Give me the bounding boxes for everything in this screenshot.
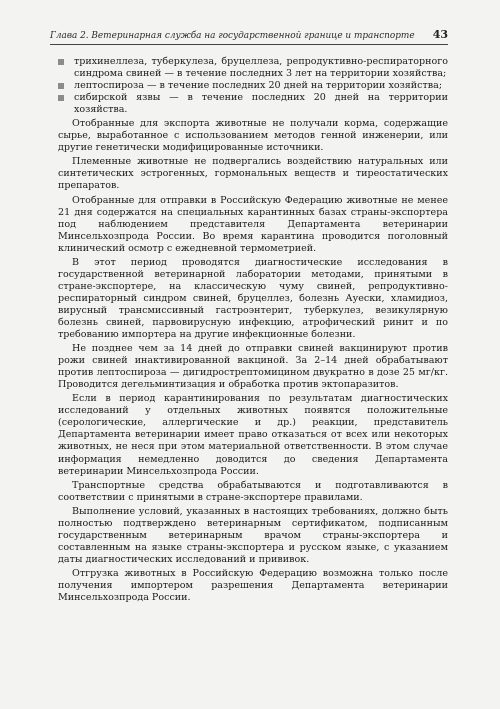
- chapter-title: Глава 2. Ветеринарная служба на государственной границе и транспорте: [50, 31, 415, 41]
- square-bullet-icon: [58, 83, 64, 89]
- paragraph: Транспортные средства обрабатываются и подготавливаются в соответствии с принятыми в стране-экспортере правилами.: [58, 479, 448, 503]
- paragraph: Отгрузка животных в Российскую Федерацию возможна только после получения импортером разрешения Департамента ветеринарии Минсельхозпрода России.: [58, 567, 448, 604]
- paragraph: Отобранные для экспорта животные не получали корма, содержащие сырье, выработанное с использованием методов генной инженерии, или другие генетически модифицированные источники.: [58, 118, 448, 154]
- paragraph: Выполнение условий, указанных в настоящих требованиях, должно быть полностью подтверждено ветеринарным сертификатом, подписанным государственным ветеринарным врачом страны-экспортера и составленным на языке страны-экспортера и русском языке, с указанием даты диагностических исследований и прививок.: [58, 505, 448, 565]
- square-bullet-icon: [58, 59, 64, 65]
- paragraph: Племенные животные не подвергались воздействию натуральных или синтетических эстрогенных, гормональных веществ и тиреостатических препаратов.: [58, 156, 448, 192]
- running-header: [50, 28, 448, 46]
- header-rule: [50, 44, 448, 45]
- bullet-text: трихинеллеза, туберкулеза, бруцеллеза, репродуктивно-респираторного синдрома свиней — в течение последних 3 лет на территории хозяйства;: [74, 56, 448, 80]
- paragraph: В этот период проводятся диагностические исследования в государственной ветеринарной лаборатории методами, принятыми в стране-экспортере, на классическую чуму свиней, репродуктивно-респираторный синдром свиней, бруцеллез, болезнь Ауески, хламидиоз, вирусный трансмиссивный гастроэнтерит, туберкулез, везикулярную болезнь свиней, парвовирусную инфекцию, атрофический ринит и по требованию импортера на другие инфекционные болезни.: [58, 256, 448, 341]
- bullet-item: [58, 80, 448, 92]
- bullet-item: [58, 92, 448, 116]
- bullet-item: [58, 56, 448, 80]
- paragraph: Отобранные для отправки в Российскую Федерацию животные не менее 21 дня содержатся на специальных карантинных базах страны-экспортера под наблюдением представителя Департамента ветеринарии Минсельхозпрода России. Во время карантина проводится поголовный клинический осмотр с ежедневной термометрией.: [58, 194, 448, 254]
- paragraph: Не позднее чем за 14 дней до отправки свиней вакцинируют против рожи свиней инактивированной вакциной. За 2–14 дней обрабатывают против лептоспироза — дигидрострептомицином двукратно в дозе 25 мг/кг. Проводится дегельминтизация и обработка против эктопаразитов.: [58, 343, 448, 391]
- page-number: 43: [432, 28, 448, 41]
- page-body: [58, 56, 448, 604]
- square-bullet-icon: [58, 95, 64, 101]
- bullet-text: лептоспироза — в течение последних 20 дней на территории хозяйства;: [74, 80, 443, 92]
- bullet-text: сибирской язвы — в течение последних 20 дней на территории хозяйства.: [74, 92, 448, 116]
- paragraph: Если в период карантинирования по результатам диагностических исследований у отдельных животных появятся положительные (серологические, аллергические и др.) реакции, представитель Департамента ветеринарии имеет право отказаться от всех или некоторых животных, не неся при этом материальной ответственности. В этом случае информация немедленно доводится до сведения Департамента ветеринарии Минсельхозпрода России.: [58, 393, 448, 477]
